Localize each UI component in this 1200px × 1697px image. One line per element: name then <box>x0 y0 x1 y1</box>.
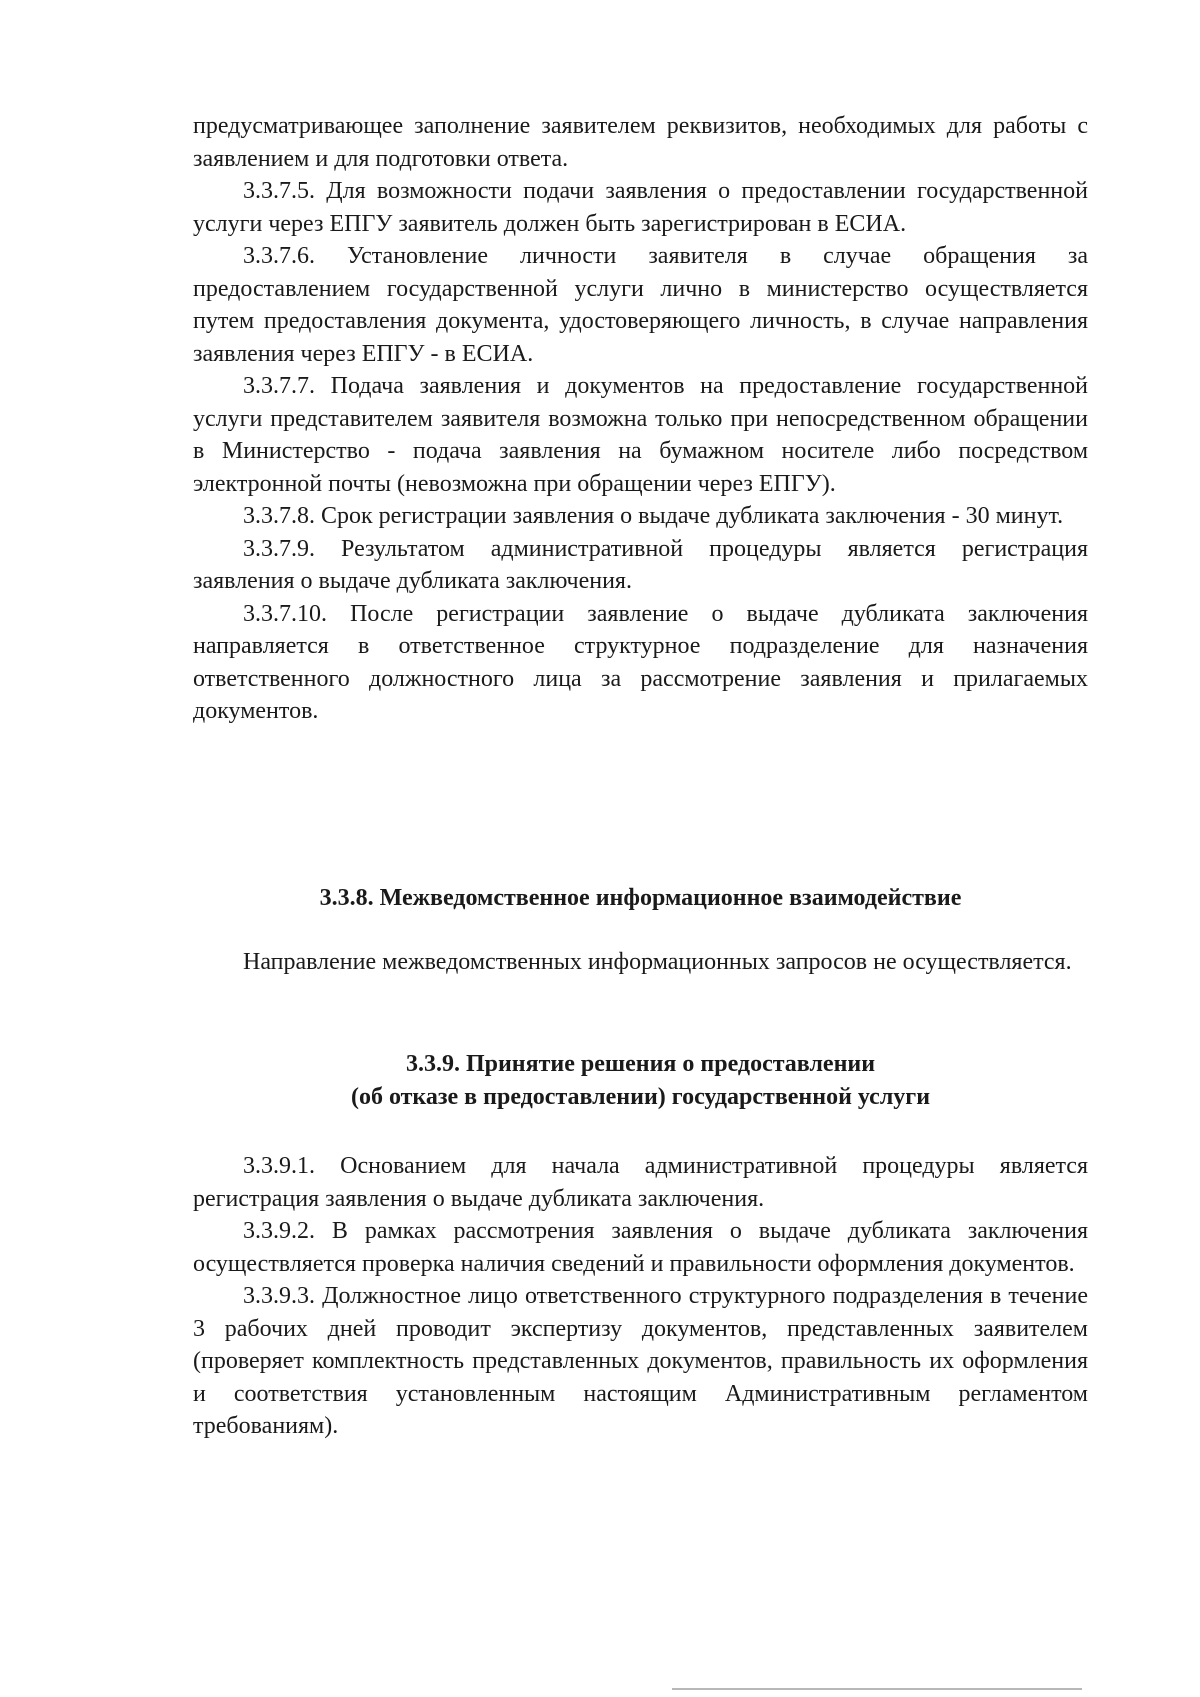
paragraph-3-3-8: Направление межведомственных информационных запросов не осуществляется. <box>243 949 1072 975</box>
body-text-block-1 <box>193 110 1088 728</box>
paragraph-3-3-7-9: 3.3.7.9. Результатом административной процедуры является регистрация заявления о выдаче дубликата заключения. <box>193 535 1088 594</box>
paragraph-3-3-7-6: 3.3.7.6. Установление личности заявителя в случае обращения за предоставлением государственной услуги лично в министерство осуществляется путем предоставления документа, удостоверяющего личность, в случае направления заявления через ЕПГУ - в ЕСИА. <box>193 243 1088 367</box>
section-heading-3-3-8 <box>193 882 1088 915</box>
paragraph-3-3-7-5: 3.3.7.5. Для возможности подачи заявления о предоставлении государственной услуги через ЕПГУ заявитель должен быть зарегистрирован в ЕСИА. <box>193 178 1088 237</box>
paragraph-3-3-7-7: 3.3.7.7. Подача заявления и документов на предоставление государственной услуги представителем заявителя возможна только при непосредственном обращении в Министерство - подача заявления на бумажном носителе либо посредством электронной почты (невозможна при обращении через ЕПГУ). <box>193 373 1088 497</box>
section-heading-3-3-9-line2: (об отказе в предоставлении) государственной услуги <box>350 1083 931 1110</box>
paragraph-3-3-9-1: 3.3.9.1. Основанием для начала административной процедуры является регистрация заявления о выдаче дубликата заключения. <box>193 1153 1088 1212</box>
paragraph-3-3-7-10: 3.3.7.10. После регистрации заявление о выдаче дубликата заключения направляется в ответственное структурное подразделение для назначения ответственного должностного лица за рассмотрение заявления и прилагаемых документов. <box>193 600 1088 724</box>
paragraph-continuation: предусматривающее заполнение заявителем реквизитов, необходимых для работы с заявлением и для подготовки ответа. <box>193 113 1088 172</box>
paragraph-3-3-9-3: 3.3.9.3. Должностное лицо ответственного структурного подразделения в течение 3 рабочих дней проводит экспертизу документов, представленных заявителем (проверяет комплектность представленных документов, правильность их оформления и соответствия установленным настоящим Административным регламентом требованиям). <box>193 1283 1088 1439</box>
section-heading-3-3-9-line1: 3.3.9. Принятие решения о предоставлении <box>405 1051 876 1077</box>
paragraph-3-3-9-2: 3.3.9.2. В рамках рассмотрения заявления о выдаче дубликата заключения осуществляется проверка наличия сведений и правильности оформления документов. <box>193 1218 1088 1277</box>
section-heading-3-3-8-text: 3.3.8. Межведомственное информационное взаимодействие <box>319 885 962 911</box>
body-text-block-3-3-8 <box>193 946 1088 979</box>
footer-divider-line <box>672 1688 1082 1690</box>
paragraph-3-3-7-8: 3.3.7.8. Срок регистрации заявления о выдаче дубликата заключения - 30 минут. <box>243 503 1064 529</box>
body-text-block-3-3-9 <box>193 1150 1088 1443</box>
section-heading-3-3-9 <box>193 1048 1088 1113</box>
